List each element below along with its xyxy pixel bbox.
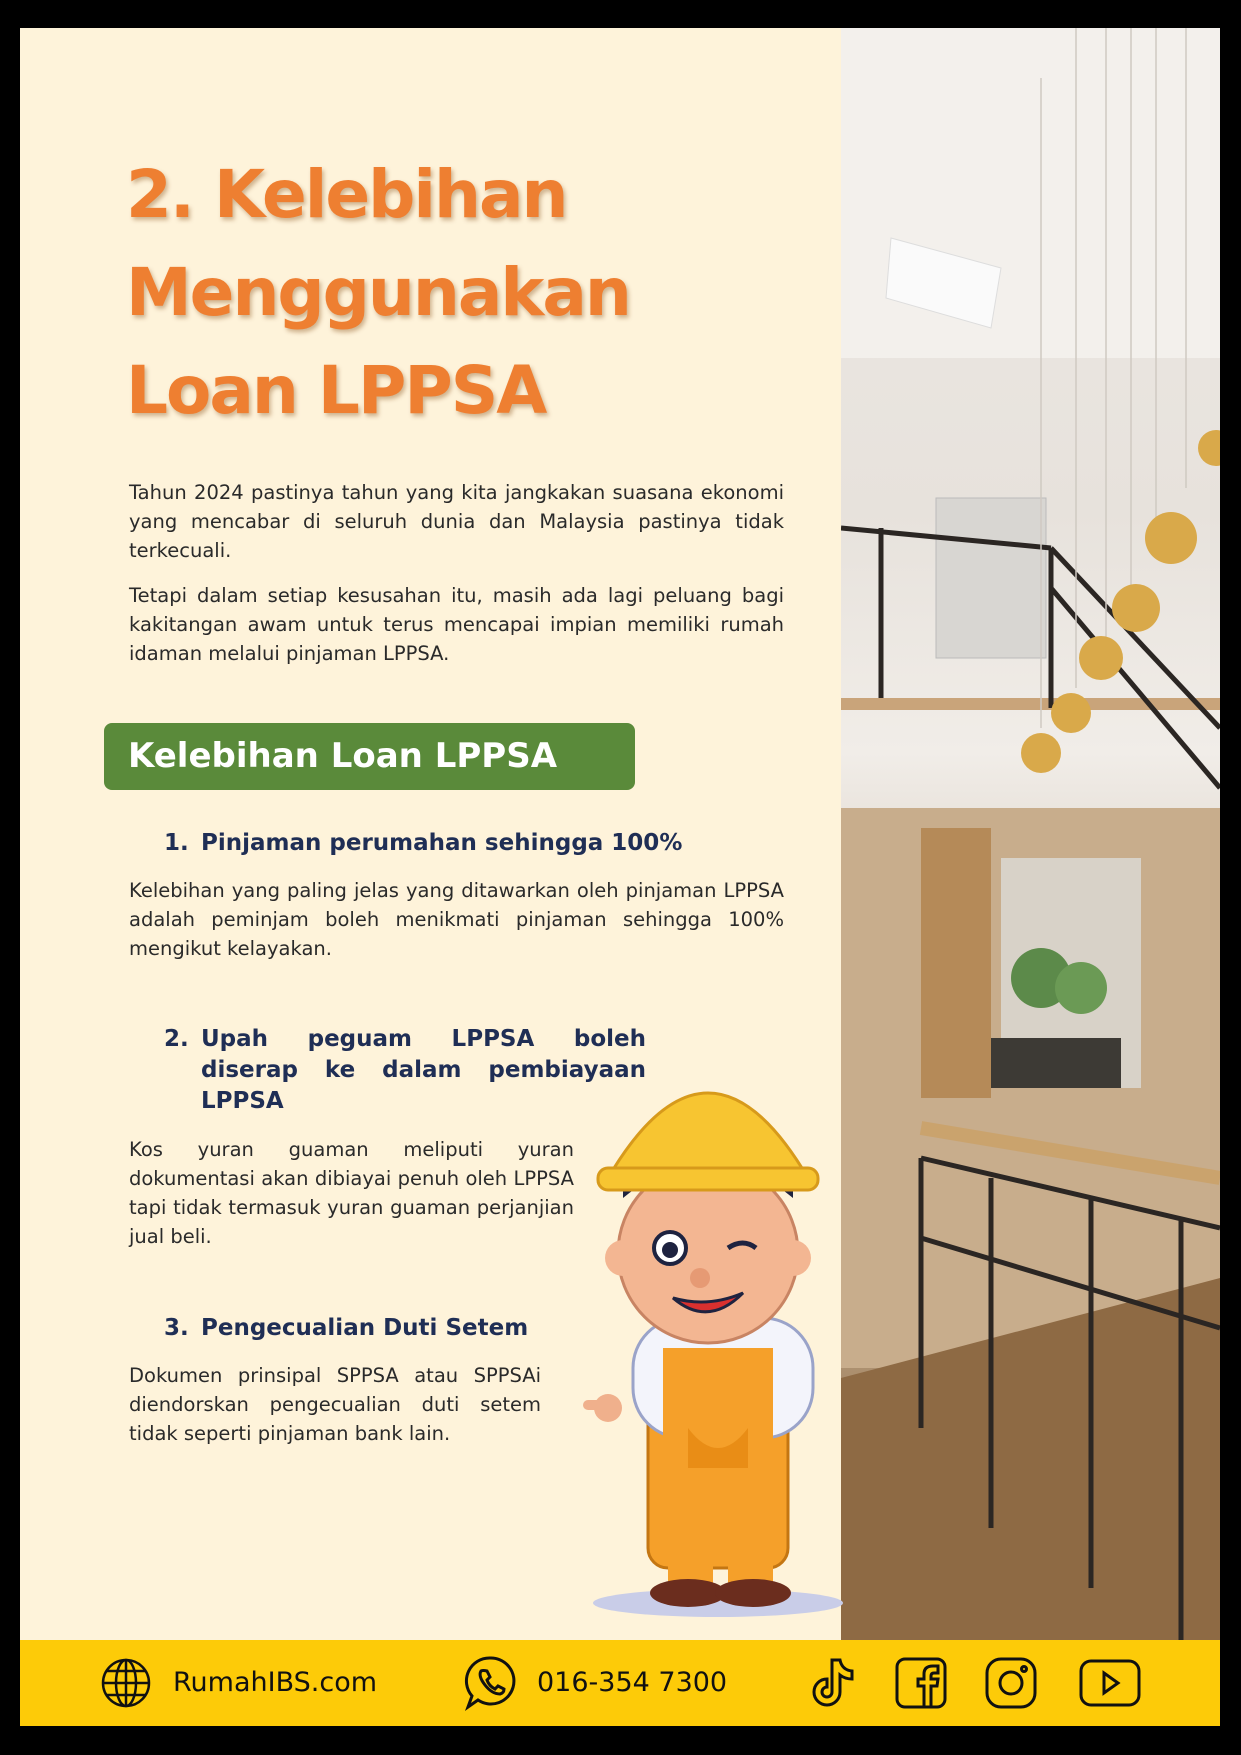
website-link[interactable]: RumahIBS.com bbox=[173, 1667, 378, 1698]
worker-mascot-illustration bbox=[578, 1048, 868, 1618]
section-label: Kelebihan Loan LPPSA bbox=[104, 723, 635, 790]
globe-icon bbox=[100, 1656, 152, 1710]
instagram-icon[interactable] bbox=[984, 1656, 1038, 1710]
flyer-page bbox=[20, 28, 1220, 1726]
phone-number-link[interactable]: 016-354 7300 bbox=[537, 1667, 728, 1698]
facebook-icon[interactable] bbox=[894, 1656, 948, 1710]
benefit-title: Upah peguam LPPSA boleh diserap ke dalam pembiayaan LPPSA bbox=[201, 1026, 646, 1114]
benefit-1-heading bbox=[164, 828, 724, 859]
tiktok-icon[interactable] bbox=[810, 1656, 860, 1710]
title-line-1: 2. Kelebihan bbox=[126, 156, 567, 233]
benefit-number: 2. bbox=[164, 1026, 189, 1052]
benefit-2-body: Kos yuran guaman meliputi yuran dokumentasi akan dibiayai penuh oleh LPPSA tapi tidak termasuk yuran guaman perjanjian jual beli. bbox=[129, 1138, 574, 1248]
benefit-title: Pinjaman perumahan sehingga 100% bbox=[201, 830, 683, 856]
benefit-number: 1. bbox=[164, 830, 189, 856]
page-title bbox=[126, 146, 630, 440]
benefit-3-heading bbox=[164, 1313, 624, 1344]
benefit-1-body: Kelebihan yang paling jelas yang ditawarkan oleh pinjaman LPPSA adalah peminjam boleh menikmati pinjaman sehingga 100% mengikut kelayakan. bbox=[129, 879, 784, 960]
intro-paragraph-1: Tahun 2024 pastinya tahun yang kita jangkakan suasana ekonomi yang mencabar di seluruh dunia dan Malaysia pastinya tidak terkecuali. bbox=[129, 481, 784, 562]
staircase-photo bbox=[841, 28, 1220, 1640]
title-line-3: Loan LPPSA bbox=[126, 352, 546, 429]
benefit-title: Pengecualian Duti Setem bbox=[201, 1315, 529, 1341]
title-line-2: Menggunakan bbox=[126, 254, 630, 331]
youtube-icon[interactable] bbox=[1078, 1656, 1142, 1710]
benefit-3-body: Dokumen prinsipal SPPSA atau SPPSAi diendorskan pengecualian duti setem tidak seperti pinjaman bank lain. bbox=[129, 1364, 541, 1445]
benefit-2-heading bbox=[164, 1024, 646, 1117]
whatsapp-icon[interactable] bbox=[464, 1656, 516, 1710]
footer-bar bbox=[20, 1640, 1220, 1726]
intro-paragraph-2: Tetapi dalam setiap kesusahan itu, masih ada lagi peluang bagi kakitangan awam untuk terus mencapai impian memiliki rumah idaman melalui pinjaman LPPSA. bbox=[129, 584, 784, 665]
benefit-number: 3. bbox=[164, 1315, 189, 1341]
